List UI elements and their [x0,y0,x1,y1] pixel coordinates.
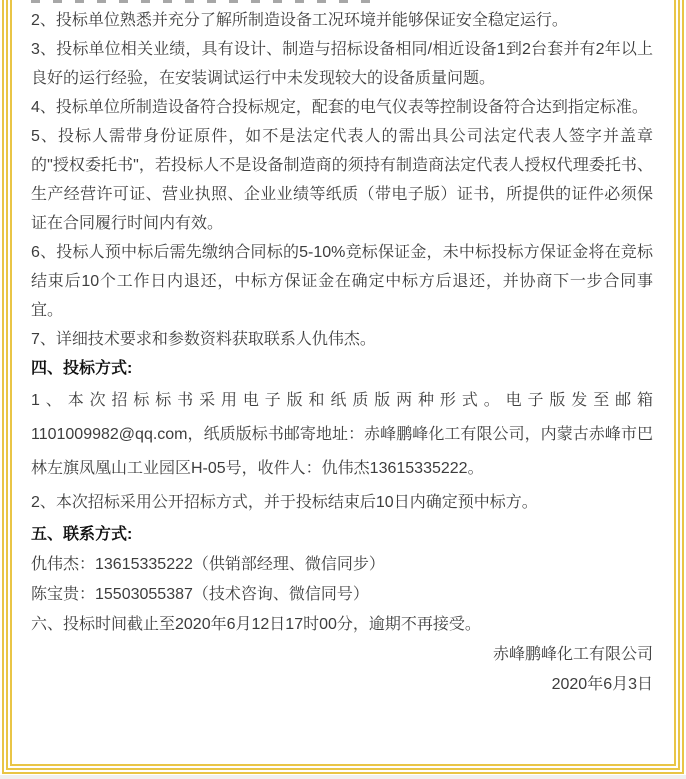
contact-line-chenbaogui: 陈宝贵：15503055387（技术咨询、微信同号） [31,586,369,603]
signature-date: 2020年6月3日 [551,676,653,693]
requirement-item-6: 6、投标人预中标后需先缴纳合同标的5-10%竞标保证金，未中标投标方保证金将在竞标结束后10个工作日内退还，中标方保证金在确定中标方后退还，并协商下一步合同事宜。 [31,244,653,319]
requirement-item-5: 5、投标人需带身份证原件，如不是法定代表人的需出具公司法定代表人签字并盖章的"授权委托书"，若投标人不是设备制造商的须持有制造商法定代表人授权代理委托书、生产经营许可证、营业执照、企业业绩等纸质（带电子版）证书，所提供的证件必须保证在合同履行时间内有效。 [31,128,653,232]
signature-company: 赤峰鹏峰化工有限公司 [492,646,653,663]
requirement-item-3: 3、投标单位相关业绩，具有设计、制造与招标设备相同/相近设备1到2台套并有2年以上良好的运行经验，在安装调试运行中未发现较大的设备质量问题。 [31,41,653,87]
clipped-text-remnant [31,0,383,3]
requirement-item-2: 2、投标单位熟悉并充分了解所制造设备工况环境并能够保证安全稳定运行。 [31,12,568,29]
requirement-item-7: 7、详细技术要求和参数资料获取联系人仇伟杰。 [31,331,376,348]
bid-method-item-1: 1、本次招标标书采用电子版和纸质版两种形式。电子版发至邮箱1101009982@qq.com，纸质版标书邮寄地址：赤峰鹏峰化工有限公司，内蒙古赤峰市巴林左旗凤凰山工业园区H-05号，收件人：仇伟杰13615335222。 [31,392,653,477]
document-content [31,6,653,700]
deadline-line: 六、投标时间截止至2020年6月12日17时00分，逾期不再接受。 [31,616,481,633]
bid-method-item-2: 2、本次招标采用公开招标方式，并于投标结束后10日内确定预中标方。 [31,494,538,511]
section-heading-contact: 五、联系方式: [31,526,133,543]
page-bottom-strip [0,775,686,779]
requirement-item-4: 4、投标单位所制造设备符合投标规定，配套的电气仪表等控制设备符合达到指定标准。 [31,99,648,116]
section-heading-bid-method: 四、投标方式: [31,360,133,377]
contact-line-qiuweijie: 仇伟杰：13615335222（供销部经理、微信同步） [31,556,385,573]
